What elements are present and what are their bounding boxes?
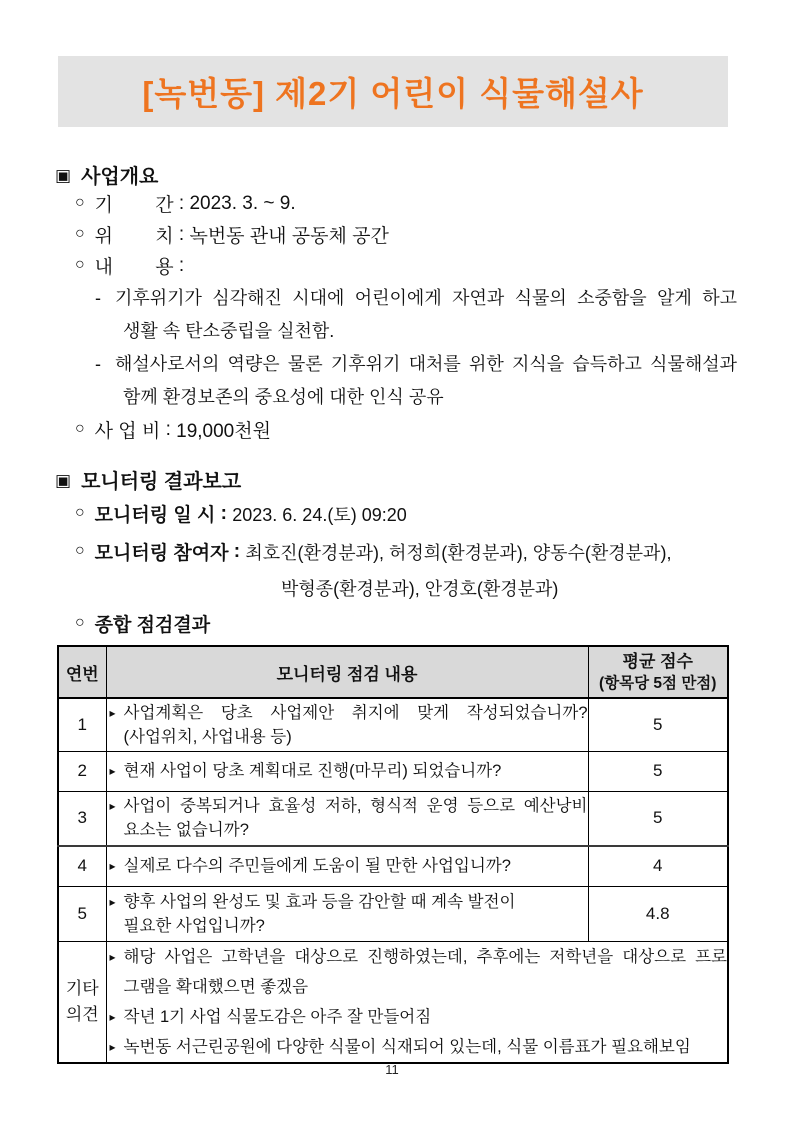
section-marker-icon: ▣ [55, 165, 72, 185]
colon-separator: : [173, 223, 190, 245]
budget-value: 19,000천원 [176, 421, 271, 442]
participants-line1: 최호진(환경분과), 허정희(환경분과), 양동수(환경분과), [245, 542, 672, 563]
triangle-bullet-icon: ▸ [109, 859, 116, 874]
circle-bullet-icon: ○ [75, 419, 85, 437]
header-content: 모니터링 점검 내용 [106, 646, 588, 698]
content-bullet-2-line2: 함께 환경보존의 중요성에 대한 인식 공유 [123, 387, 444, 407]
row-content-line1: 현재 사업이 당초 계획대로 진행(마무리) 되었습니까? [123, 762, 502, 780]
etc-bullet-1 [107, 942, 728, 1002]
section-heading-overview [55, 160, 158, 189]
colon-separator: : [215, 502, 233, 524]
row-no: 2 [58, 751, 106, 791]
content-label: 내 용 [94, 257, 174, 278]
row-content-line1: 향후 사업의 완성도 및 효과 등을 감안할 때 계속 발전이 [123, 892, 516, 911]
monitoring-item-datetime [75, 500, 407, 527]
section-heading-label: 모니터링 결과보고 [81, 471, 242, 493]
header-score-line2: (항목당 5점 만점) [599, 675, 717, 692]
triangle-bullet-icon: ▸ [109, 1009, 116, 1024]
header-score [588, 646, 728, 698]
colon-separator: : [160, 418, 177, 440]
dash-bullet-icon: - [95, 288, 101, 308]
circle-bullet-icon: ○ [75, 224, 85, 242]
etc-bullet-1-line2: 그램을 확대했으면 좋겠음 [123, 977, 309, 996]
period-label: 기 간 [94, 195, 174, 216]
content-bullet-2-line1: 해설사로서의 역량은 물론 기후위기 대처를 위한 지식을 습득하고 식물해설과 [115, 354, 737, 374]
etc-content-cell [106, 941, 728, 1063]
monitoring-table [57, 645, 729, 1064]
row-content-line1: 실제로 다수의 주민들에게 도움이 될 만한 사업입니까? [123, 857, 511, 876]
row-content-line2: 요소는 없습니까? [123, 821, 249, 840]
participants-label: 모니터링 참여자 [94, 543, 229, 564]
table-row [58, 886, 728, 941]
dash-bullet-icon: - [95, 354, 101, 374]
row-content-line1: 사업이 중복되거나 효율성 저하, 형식적 운영 등으로 예산낭비 [123, 797, 588, 816]
row-score: 5 [588, 751, 728, 791]
table-row [58, 751, 728, 791]
circle-bullet-icon: ○ [75, 255, 85, 273]
summary-heading: 종합 점검결과 [94, 615, 211, 636]
circle-bullet-icon: ○ [75, 613, 85, 631]
participants-line2: 박형종(환경분과), 안경호(환경분과) [281, 579, 559, 599]
etc-bullet-2-line1: 작년 1기 사업 식물도감은 아주 잘 만들어짐 [123, 1007, 432, 1026]
row-no: 3 [58, 791, 106, 846]
row-content [106, 886, 588, 941]
datetime-label: 모니터링 일 시 [94, 505, 216, 526]
row-no: 4 [58, 846, 106, 886]
triangle-bullet-icon: ▸ [109, 705, 116, 720]
row-score: 4 [588, 846, 728, 886]
table-row [58, 791, 728, 846]
etc-bullet-3 [107, 1032, 728, 1062]
page-title: [녹번동] 제2기 어린이 식물해설사 [142, 75, 644, 112]
section-heading-monitoring [55, 465, 241, 494]
etc-bullet-2 [107, 1002, 728, 1032]
etc-label-line2: 의견 [65, 1004, 99, 1024]
row-content [106, 846, 588, 886]
triangle-bullet-icon: ▸ [109, 1039, 116, 1054]
row-content [106, 751, 588, 791]
content-bullet-1-line1: 기후위기가 심각해진 시대에 어린이에게 자연과 식물의 소중함을 알게 하고 [115, 288, 737, 308]
row-no: 1 [58, 698, 106, 751]
content-bullet-2 [95, 348, 737, 414]
row-score: 5 [588, 698, 728, 751]
page-number: 11 [385, 1062, 399, 1077]
circle-bullet-icon: ○ [75, 193, 85, 211]
table-header-row [58, 646, 728, 698]
triangle-bullet-icon: ▸ [109, 949, 116, 964]
table-row-etc [58, 941, 728, 1063]
circle-bullet-icon: ○ [75, 541, 85, 559]
row-content-line2: (사업위치, 사업내용 등) [123, 727, 292, 746]
overview-item-budget [75, 416, 271, 443]
etc-bullet-1-line1: 해당 사업은 고학년을 대상으로 진행하였는데, 추후에는 저학년을 대상으로 프로 [123, 947, 727, 966]
content-bullet-list [95, 282, 737, 414]
overview-item-location [75, 221, 389, 248]
header-no: 연번 [58, 646, 106, 698]
location-value: 녹번동 관내 공동체 공간 [189, 226, 389, 247]
row-content [106, 791, 588, 846]
row-no: 5 [58, 886, 106, 941]
monitoring-item-participants [75, 538, 671, 565]
section-marker-icon: ▣ [55, 470, 72, 490]
colon-separator: : [228, 540, 246, 562]
row-score: 5 [588, 791, 728, 846]
period-value: 2023. 3. ~ 9. [189, 192, 296, 214]
datetime-value: 2023. 6. 24.(토) 09:20 [232, 504, 407, 525]
content-bullet-1 [95, 282, 737, 348]
location-label: 위 치 [94, 226, 174, 247]
row-content-line2: 필요한 사업입니까? [123, 916, 265, 935]
triangle-bullet-icon: ▸ [109, 764, 116, 778]
overview-item-content [75, 252, 189, 279]
triangle-bullet-icon: ▸ [109, 799, 116, 814]
monitoring-item-summary [75, 610, 210, 637]
title-banner [58, 56, 728, 127]
header-score-line1: 평균 점수 [622, 652, 693, 671]
colon-separator: : [173, 254, 190, 276]
overview-item-period [75, 190, 296, 217]
etc-bullet-3-line1: 녹번동 서근린공원에 다양한 식물이 식재되어 있는데, 식물 이름표가 필요해보임 [123, 1037, 691, 1056]
table-row [58, 846, 728, 886]
row-score: 4.8 [588, 886, 728, 941]
section-heading-label: 사업개요 [81, 166, 159, 188]
etc-label-cell [58, 941, 106, 1063]
circle-bullet-icon: ○ [75, 503, 85, 521]
etc-label-line1: 기타 [65, 978, 99, 998]
colon-separator: : [173, 192, 190, 214]
row-content-line1: 사업계획은 당초 사업제안 취지에 맞게 작성되었습니까? [123, 703, 588, 722]
table-row [58, 698, 728, 751]
row-content [106, 698, 588, 751]
triangle-bullet-icon: ▸ [109, 894, 116, 909]
content-bullet-1-line2: 생활 속 탄소중립을 실천함. [123, 321, 335, 341]
budget-label: 사 업 비 [94, 421, 161, 442]
